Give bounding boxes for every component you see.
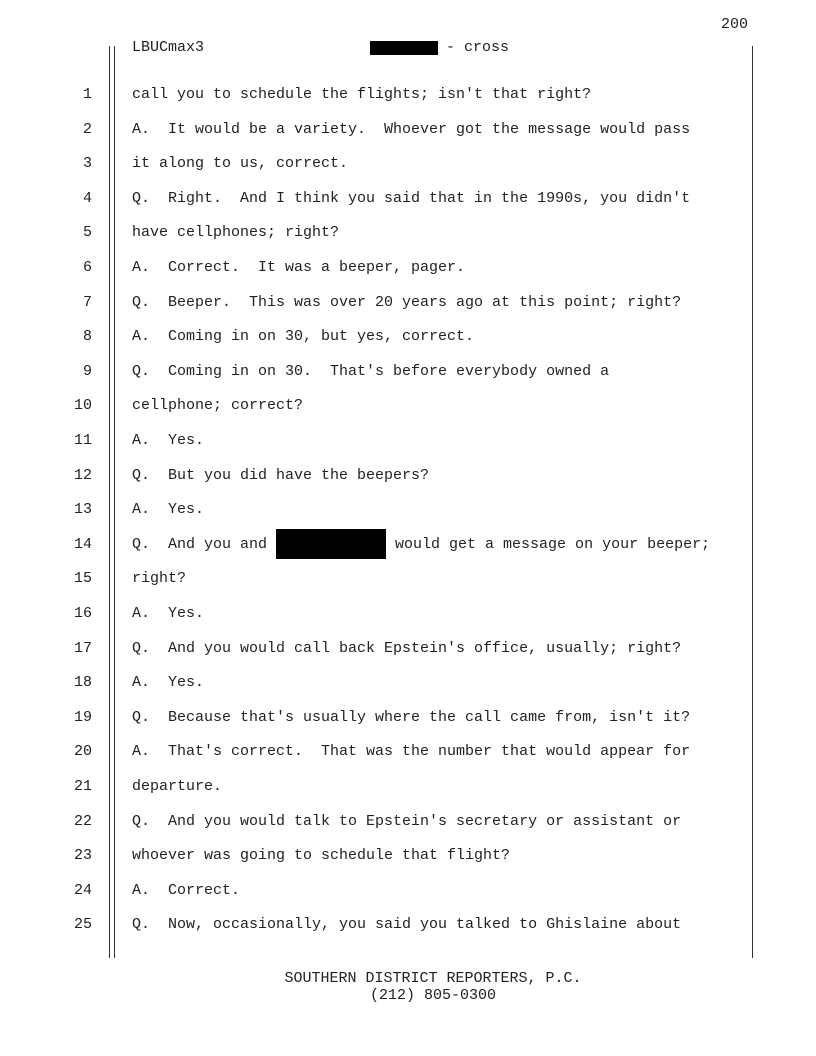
line-number: 20 [73,743,92,761]
transcript-line: have cellphones; right? [132,224,340,242]
transcript-line [132,529,710,559]
transcript-line-text: would get a message on your beeper; [386,535,711,553]
redaction-box [276,529,386,559]
line-number: 7 [82,293,92,311]
line-number: 2 [82,120,92,138]
transcript-line: A. It would be a variety. Whoever got the message would pass [132,120,691,138]
line-number: 11 [73,432,92,449]
line-number: 13 [73,501,92,519]
transcript-line: Q. And you would call back Epstein's office, usually; right? [132,639,682,657]
transcript-line: whoever was going to schedule that flight? [132,847,511,865]
header-case-id: LBUCmax3 [132,39,205,56]
line-number: 8 [82,328,92,346]
header-title: - cross [446,39,510,56]
line-number: 24 [73,881,92,899]
line-number: 14 [73,535,92,553]
page-number: 200 [720,16,748,33]
line-number: 9 [82,362,92,380]
transcript-line: A. Yes. [132,501,205,519]
transcript-line: Q. But you did have the beepers? [132,466,430,484]
transcript-line: Q. Right. And I think you said that in the 1990s, you didn't [132,189,691,207]
transcript-line: it along to us, correct. [132,155,349,173]
line-number: 6 [82,259,92,276]
line-number: 4 [82,189,92,207]
line-number: 18 [73,674,92,692]
line-number: 25 [73,916,92,934]
left-margin-rule [109,46,110,958]
line-number: 22 [73,812,92,830]
line-number: 1 [82,86,92,103]
line-number: 15 [73,570,92,588]
transcript-line: A. Coming in on 30, but yes, correct. [132,328,475,346]
line-number: 3 [82,155,92,173]
transcript-line: A. Yes. [132,432,205,449]
line-number: 16 [73,605,92,622]
transcript-line: Q. And you would talk to Epstein's secretary or assistant or [132,812,682,830]
transcript-line-text: Q. And you and [132,535,277,553]
line-number: 5 [82,224,92,242]
left-margin-rule [114,46,115,958]
line-number: 10 [73,397,92,415]
transcript-line: call you to schedule the flights; isn't that right? [132,86,592,103]
line-number: 23 [73,847,92,865]
line-number: 19 [73,708,92,726]
header-redaction-box [370,41,438,55]
line-number: 17 [73,639,92,657]
line-number: 21 [73,778,92,795]
transcript-line: Q. Coming in on 30. That's before everybody owned a [132,362,610,380]
transcript-line: Q. Now, occasionally, you said you talked to Ghislaine about [132,916,682,934]
footer-phone: (212) 805-0300 [369,987,497,1004]
line-number: 12 [73,466,92,484]
transcript-line: departure. [132,778,223,795]
transcript-line: Q. Beeper. This was over 20 years ago at this point; right? [132,293,682,311]
transcript-line: A. Yes. [132,674,205,692]
transcript-line: A. Yes. [132,605,205,622]
transcript-line: right? [132,570,187,588]
transcript-line: Q. Because that's usually where the call came from, isn't it? [132,708,691,726]
transcript-line: A. Correct. It was a beeper, pager. [132,259,466,276]
right-margin-rule [752,46,753,958]
transcript-line: cellphone; correct? [132,397,304,415]
footer-reporter-name: SOUTHERN DISTRICT REPORTERS, P.C. [284,970,582,987]
transcript-line: A. Correct. [132,881,241,899]
transcript-line: A. That's correct. That was the number that would appear for [132,743,691,761]
